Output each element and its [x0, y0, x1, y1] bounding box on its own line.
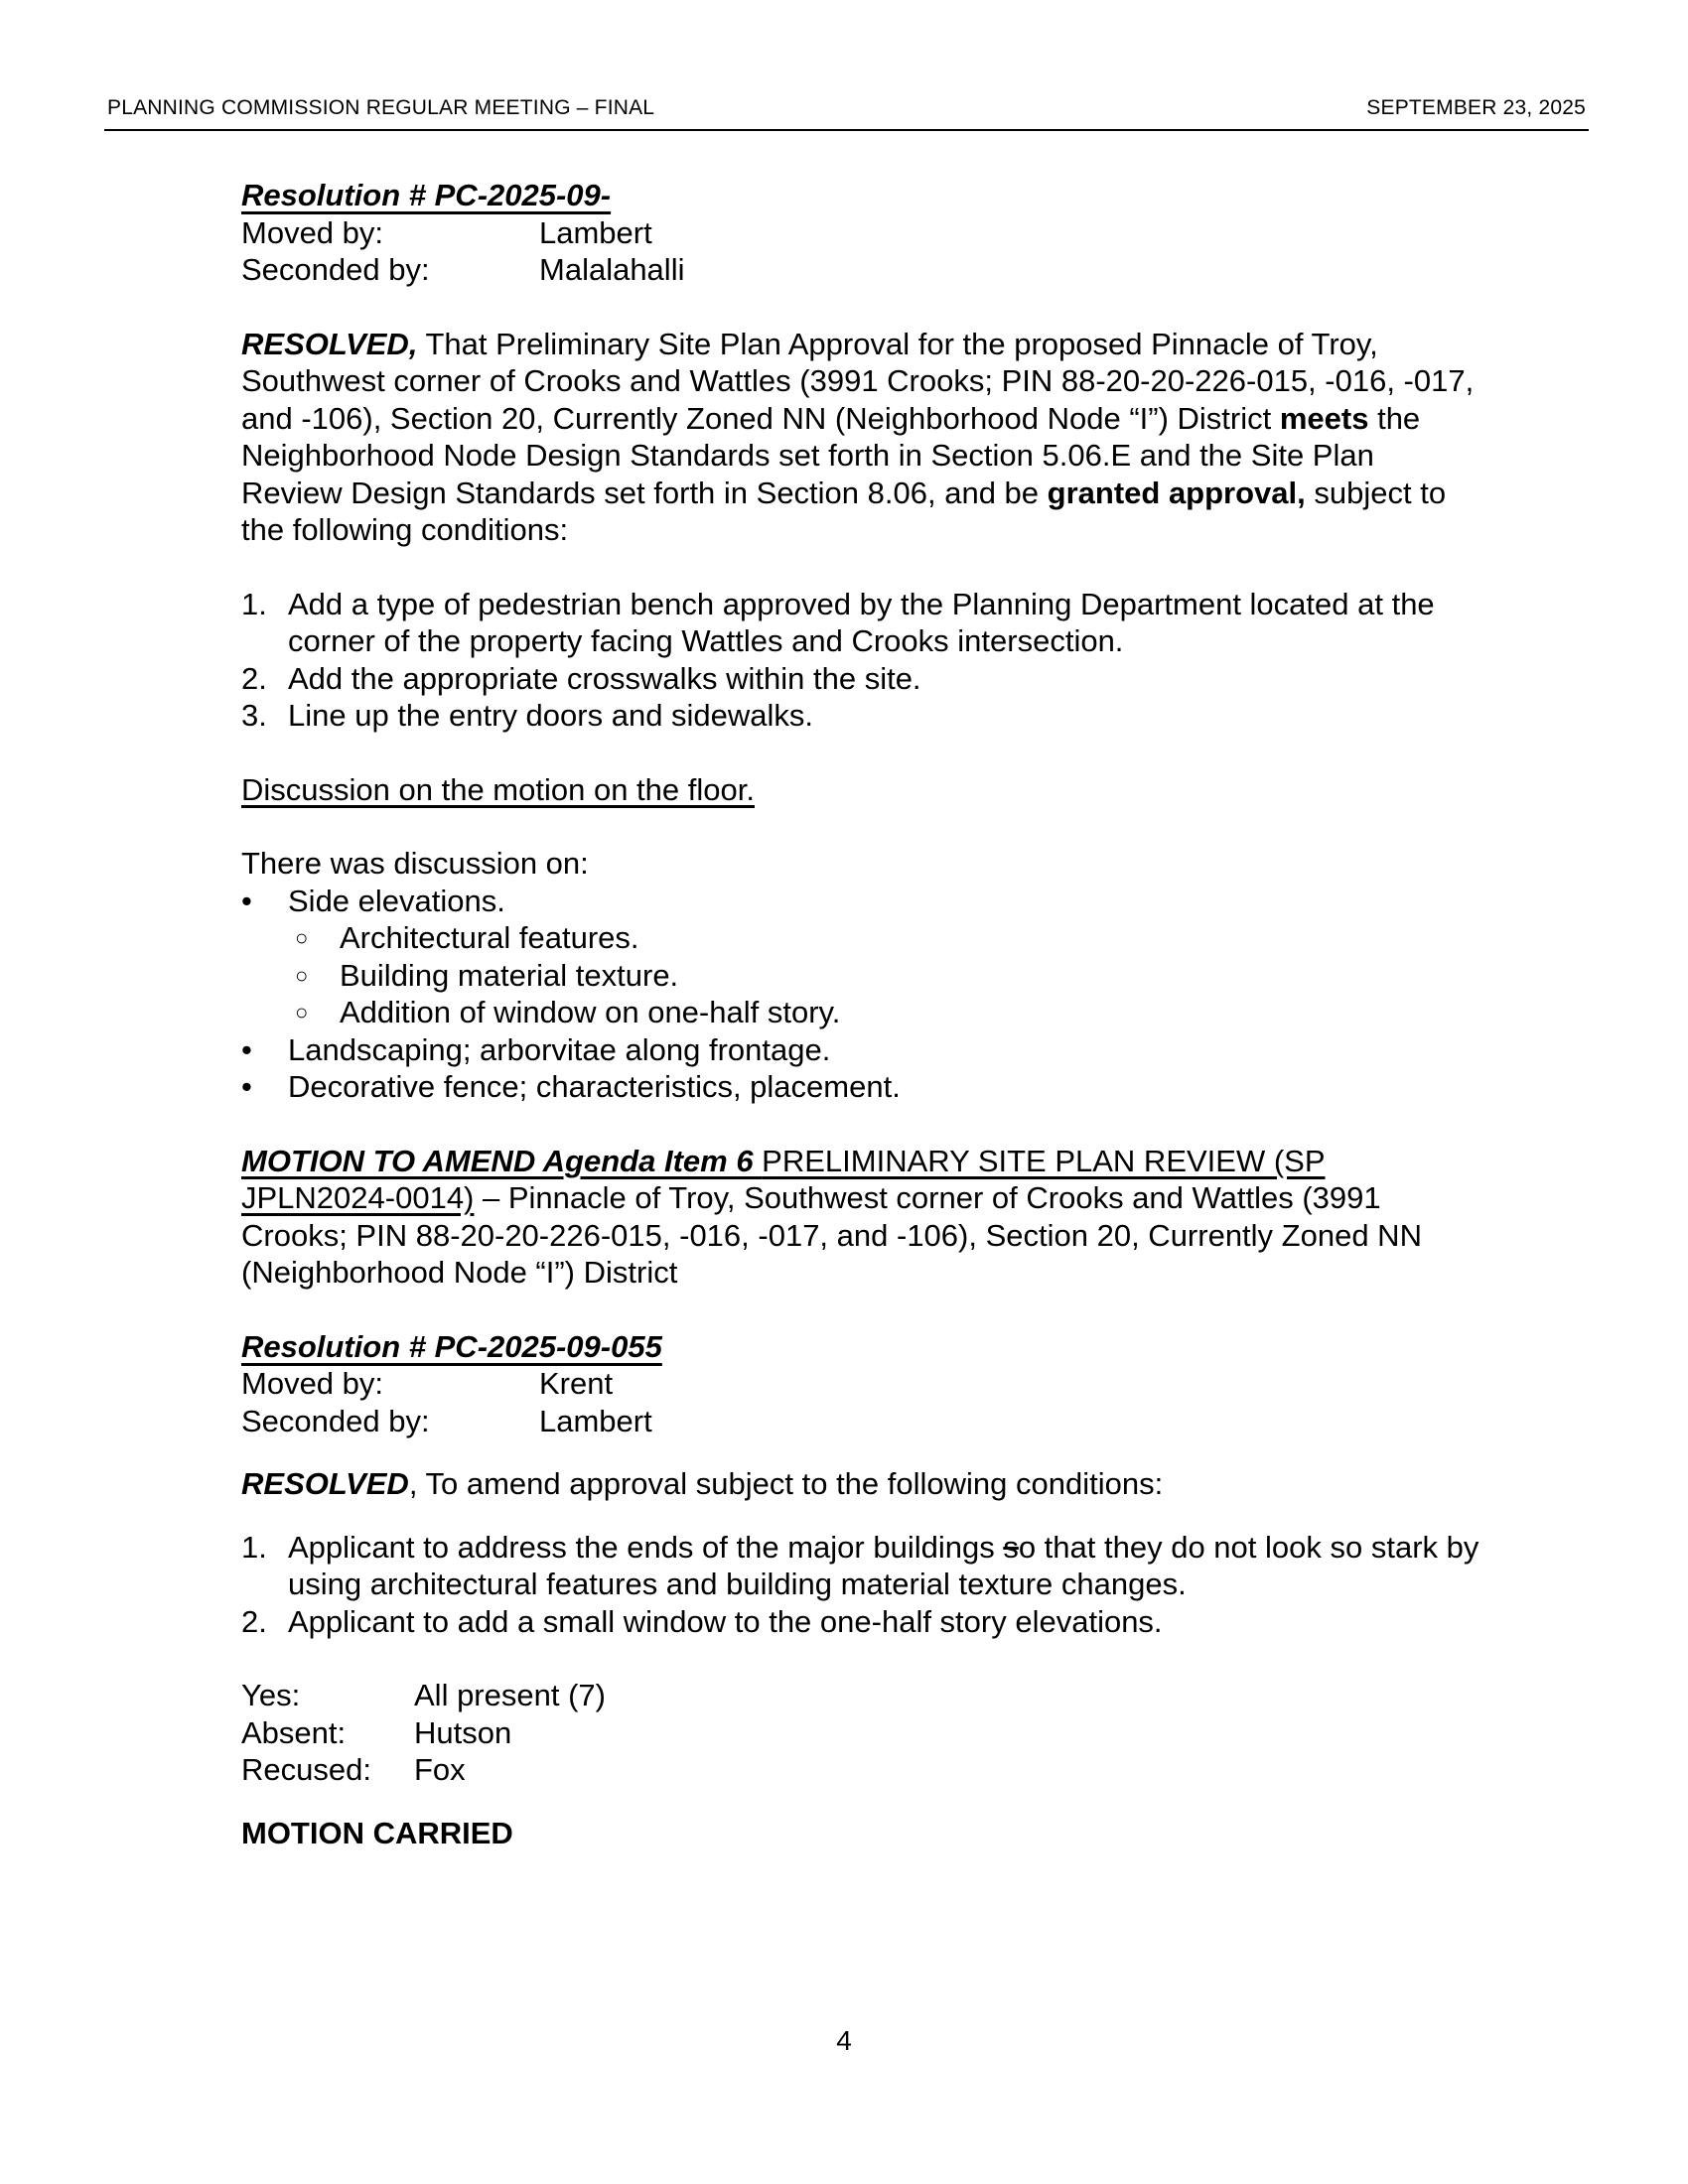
seconded-by-value: Lambert	[539, 1403, 652, 1438]
seconded-by-label: Seconded by:	[241, 1403, 430, 1438]
resolution-1-moved-row	[241, 214, 1529, 252]
condition-line: Line up the entry doors and sidewalks.	[288, 698, 814, 733]
sub-bullet-text: Architectural features.	[340, 920, 639, 955]
sub-bullet-item	[241, 919, 1529, 957]
resolved-line: the following conditions:	[241, 512, 569, 547]
condition-text-part: Applicant to address the ends of the major buildings	[288, 1529, 1004, 1565]
condition-text	[288, 586, 1435, 660]
resolved-text: That Preliminary Site Plan Approval for the proposed Pinnacle of Troy,	[417, 326, 1378, 361]
header-rule	[104, 129, 1589, 131]
running-header	[0, 0, 1688, 120]
condition-line: Add the appropriate crosswalks within the site.	[288, 660, 921, 696]
bullet-icon: •	[241, 1031, 252, 1067]
condition-number: 1.	[241, 1529, 267, 1565]
condition-item-3	[241, 697, 1529, 735]
header-title: PLANNING COMMISSION REGULAR MEETING – FINAL	[107, 96, 655, 119]
resolved-keyword: RESOLVED,	[241, 326, 418, 361]
condition-item-1	[241, 1529, 1529, 1603]
yes-label: Yes:	[241, 1678, 301, 1712]
granted-approval-bold: granted approval,	[1047, 475, 1306, 510]
recused-label: Recused:	[241, 1752, 371, 1787]
seconded-by-value: Malalahalli	[539, 252, 685, 287]
resolution-2-moved-row	[241, 1365, 1529, 1403]
condition-number: 2.	[241, 1603, 267, 1639]
sub-bullet-item	[241, 994, 1529, 1031]
sub-bullet-icon: ○	[295, 1000, 309, 1024]
motion-line	[241, 1143, 1529, 1180]
document-body	[241, 177, 1529, 1851]
motion-line	[241, 1179, 1529, 1217]
struck-text: s	[1003, 1529, 1019, 1565]
condition-number: 1.	[241, 586, 267, 621]
resolution-1-heading	[241, 177, 1529, 214]
condition-item-1	[241, 586, 1529, 660]
motion-to-amend-paragraph	[241, 1143, 1529, 1292]
resolved-text: , To amend approval subject to the following conditions:	[408, 1466, 1164, 1501]
motion-underlined-part	[241, 1144, 1326, 1178]
bullet-item	[241, 883, 1529, 920]
bullet-icon: •	[241, 1069, 252, 1104]
condition-number: 2.	[241, 660, 267, 696]
resolution-1-conditions	[241, 586, 1529, 735]
motion-title-bold: MOTION TO AMEND Agenda Item 6	[241, 1143, 763, 1178]
resolved-line	[241, 475, 1529, 512]
condition-line: using architectural features and building material texture changes.	[288, 1567, 1187, 1601]
header-date: SEPTEMBER 23, 2025	[1366, 96, 1586, 119]
recused-value: Fox	[414, 1752, 466, 1787]
bullet-item	[241, 1031, 1529, 1069]
bullet-text: Side elevations.	[288, 883, 505, 918]
sub-bullet-icon: ○	[295, 962, 309, 988]
meets-bold: meets	[1279, 400, 1369, 436]
condition-line: Applicant to add a small window to the one-half story elevations.	[288, 1603, 1163, 1639]
resolution-2-resolved-line	[241, 1465, 1529, 1503]
resolved-line	[241, 326, 1529, 363]
resolved-text: and -106), Section 20, Currently Zoned NN (Neighborhood Node “I”) District	[241, 400, 1280, 436]
condition-line	[288, 1529, 1478, 1567]
resolved-line: Neighborhood Node Design Standards set forth in Section 5.06.E and the Site Plan	[241, 438, 1374, 473]
yes-value: All present (7)	[414, 1678, 606, 1712]
motion-text: – Pinnacle of Troy, Southwest corner of Crooks and Wattles (3991	[474, 1180, 1381, 1215]
sub-bullet-icon: ○	[295, 925, 309, 950]
resolution-2-conditions	[241, 1529, 1529, 1641]
motion-line: Crooks; PIN 88-20-20-226-015, -016, -017, and -106), Section 20, Currently Zoned NN	[241, 1217, 1422, 1253]
vote-recused-row	[241, 1751, 1529, 1789]
bullet-text: Decorative fence; characteristics, placement.	[288, 1069, 901, 1104]
motion-line: (Neighborhood Node “I”) District	[241, 1255, 678, 1290]
resolved-text: Review Design Standards set forth in Section 8.06, and be	[241, 475, 1048, 510]
page-number: 4	[836, 2025, 852, 2056]
vote-block	[241, 1677, 1529, 1789]
sub-bullet-text: Addition of window on one-half story.	[340, 995, 841, 1029]
seconded-by-label: Seconded by:	[241, 252, 430, 287]
condition-item-2	[241, 660, 1529, 698]
condition-line: Add a type of pedestrian bench approved by the Planning Department located at the	[288, 586, 1435, 621]
motion-carried: MOTION CARRIED	[241, 1815, 513, 1850]
bullet-icon: •	[241, 883, 252, 918]
condition-line: corner of the property facing Wattles and Crooks intersection.	[288, 623, 1124, 658]
resolved-text: subject to	[1305, 475, 1447, 510]
sub-bullet-text: Building material texture.	[340, 957, 679, 993]
resolution-2-heading	[241, 1328, 1529, 1366]
resolution-1-resolved-paragraph	[241, 326, 1529, 549]
condition-number: 3.	[241, 698, 267, 733]
resolved-text: the	[1368, 400, 1421, 436]
moved-by-value: Krent	[539, 1366, 614, 1401]
condition-text	[288, 1529, 1478, 1603]
motion-title-rest: PRELIMINARY SITE PLAN REVIEW (SP	[762, 1143, 1326, 1178]
vote-absent-row	[241, 1714, 1529, 1752]
moved-by-value: Lambert	[539, 214, 652, 250]
resolution-1-number: Resolution # PC-2025-09-	[241, 178, 612, 212]
resolution-2-seconded-row	[241, 1403, 1529, 1440]
resolved-keyword: RESOLVED	[241, 1466, 409, 1501]
resolution-2-number: Resolution # PC-2025-09-055	[241, 1328, 662, 1364]
moved-by-label: Moved by:	[241, 1366, 384, 1401]
motion-case-number: JPLN2024-0014)	[241, 1180, 475, 1215]
discussion-bullets	[241, 883, 1529, 1106]
discussion-intro: There was discussion on:	[241, 846, 589, 881]
resolved-line: Southwest corner of Crooks and Wattles (3991 Crooks; PIN 88-20-20-226-015, -016, -017,	[241, 363, 1475, 398]
resolved-line	[241, 400, 1529, 438]
resolution-1-seconded-row	[241, 251, 1529, 289]
condition-item-2	[241, 1603, 1529, 1641]
bullet-item	[241, 1068, 1529, 1106]
moved-by-label: Moved by:	[241, 214, 384, 250]
vote-yes-row	[241, 1677, 1529, 1714]
absent-value: Hutson	[414, 1714, 512, 1750]
condition-text-part: o that they do not look so stark by	[1018, 1529, 1479, 1565]
bullet-text: Landscaping; arborvitae along frontage.	[288, 1031, 831, 1067]
sub-bullet-item	[241, 957, 1529, 995]
discussion-heading-text: Discussion on the motion on the floor.	[241, 771, 755, 807]
discussion-heading	[241, 771, 1529, 809]
absent-label: Absent:	[241, 1714, 347, 1750]
